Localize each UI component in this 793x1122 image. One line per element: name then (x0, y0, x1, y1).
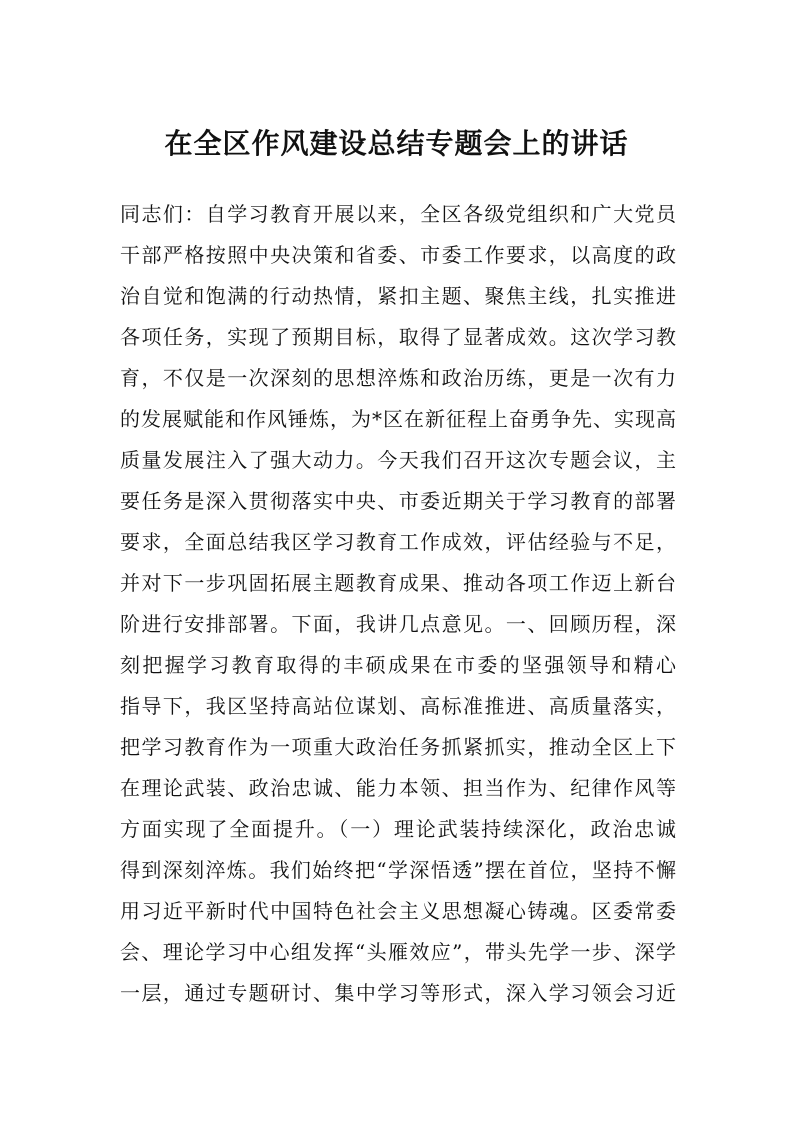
document-title: 在全区作风建设总结专题会上的讲话 (164, 127, 629, 160)
body-line: 并对下一步巩固拓展主题教育成果、推动各项工作迈上新台 (120, 571, 676, 595)
body-line: 阶进行安排部署。下面，我讲几点意见。一、回顾历程，深 (120, 612, 676, 636)
body-line: 干部严格按照中央决策和省委、市委工作要求，以高度的政 (120, 243, 676, 267)
body-line: 要任务是深入贯彻落实中央、市委近期关于学习教育的部署 (120, 489, 676, 513)
body-line: 用习近平新时代中国特色社会主义思想凝心铸魂。区委常委 (120, 899, 676, 923)
body-line: 刻把握学习教育取得的丰硕成果在市委的坚强领导和精心 (120, 653, 676, 677)
body-line: 会、理论学习中心组发挥“头雁效应”，带头先学一步、深学 (120, 940, 676, 964)
body-line: 指导下，我区坚持高站位谋划、高标准推进、高质量落实， (120, 694, 676, 718)
body-line: 治自觉和饱满的行动热情，紧扣主题、聚焦主线，扎实推进 (120, 284, 676, 308)
body-line: 各项任务，实现了预期目标，取得了显著成效。这次学习教 (120, 325, 676, 349)
document-body (120, 194, 676, 1014)
body-line: 同志们：自学习教育开展以来，全区各级党组织和广大党员 (120, 202, 676, 226)
body-line: 方面实现了全面提升。（一）理论武装持续深化，政治忠诚 (120, 817, 676, 841)
body-line: 把学习教育作为一项重大政治任务抓紧抓实，推动全区上下 (120, 735, 676, 759)
body-line: 质量发展注入了强大动力。今天我们召开这次专题会议，主 (120, 448, 676, 472)
body-line: 要求，全面总结我区学习教育工作成效，评估经验与不足， (120, 530, 676, 554)
body-line: 得到深刻淬炼。我们始终把“学深悟透”摆在首位，坚持不懈 (120, 858, 676, 882)
body-line: 的发展赋能和作风锤炼，为*区在新征程上奋勇争先、实现高 (120, 407, 676, 431)
body-line: 在理论武装、政治忠诚、能力本领、担当作为、纪律作风等 (120, 776, 676, 800)
body-line: 一层，通过专题研讨、集中学习等形式，深入学习领会习近 (120, 981, 676, 1005)
body-line: 育，不仅是一次深刻的思想淬炼和政治历练，更是一次有力 (120, 366, 676, 390)
